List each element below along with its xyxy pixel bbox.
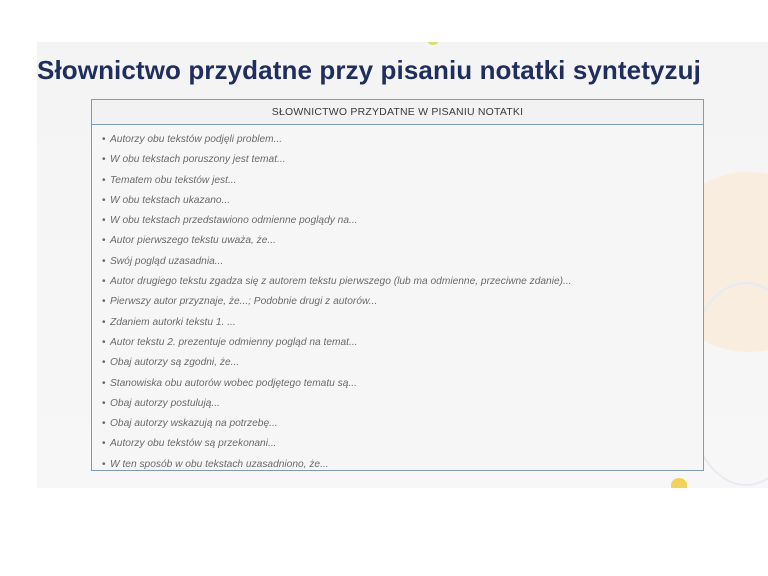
list-item-text: Stanowiska obu autorów wobec podjętego tematu są... [110, 377, 357, 389]
list-item-text: Obaj autorzy wskazują na potrzebę... [110, 418, 278, 430]
list-item [102, 414, 703, 434]
vocabulary-box [91, 99, 704, 471]
bullet-icon: • [102, 134, 106, 145]
list-item-text: Tematem obu tekstów jest... [110, 174, 237, 186]
bullet-icon: • [102, 276, 106, 288]
slide-title: Słownictwo przydatne przy pisaniu notatki syntetyzuj [37, 55, 701, 85]
bullet-icon: • [102, 397, 106, 409]
list-item-text: Pierwszy autor przyznaje, że...; Podobnie drugi z autorów... [110, 296, 378, 308]
list-item-text: Swój pogląd uzasadnia... [110, 255, 224, 267]
list-item [102, 333, 703, 353]
presentation-slide [37, 42, 768, 488]
list-item [102, 231, 703, 251]
list-item [102, 374, 703, 394]
list-item-text: Autor drugiego tekstu zgadza się z autorem tekstu pierwszego (lub ma odmienne, przeciwne zdanie)... [110, 276, 572, 288]
bullet-icon: • [102, 174, 106, 186]
bullet-icon: • [102, 235, 106, 247]
list-item-text: Autor tekstu 2. prezentuje odmienny pogląd na temat... [110, 336, 358, 348]
list-item [102, 313, 703, 333]
decorative-dot-bottom [671, 478, 687, 488]
list-item [102, 171, 703, 191]
list-item [102, 191, 703, 211]
bullet-icon: • [102, 458, 106, 470]
list-item [102, 353, 703, 373]
list-item [102, 150, 703, 170]
bullet-icon: • [102, 357, 106, 369]
list-item-text: W obu tekstach poruszony jest temat... [110, 154, 286, 166]
bullet-icon: • [102, 255, 106, 267]
list-item [102, 130, 703, 150]
list-item-text: W ten sposób w obu tekstach uzasadniono, że... [110, 458, 329, 470]
list-item [102, 455, 703, 475]
list-item-text: Autorzy obu tekstów są przekonani... [110, 438, 277, 450]
vocabulary-list [92, 125, 703, 475]
list-item-text: Zdaniem autorki tekstu 1. ... [110, 316, 236, 328]
list-item-text: W obu tekstach ukazano... [110, 194, 231, 206]
bullet-icon: • [102, 316, 106, 328]
list-item-text: Autor pierwszego tekstu uważa, że... [110, 235, 276, 247]
list-item [102, 292, 703, 312]
list-item [102, 394, 703, 414]
list-item-text: W obu tekstach przedstawiono odmienne poglądy na... [110, 215, 358, 227]
list-item-text: Autorzy obu tekstów podjęli problem... [110, 134, 283, 145]
vocabulary-box-header: SŁOWNICTWO PRZYDATNE W PISANIU NOTATKI [92, 100, 703, 125]
bullet-icon: • [102, 194, 106, 206]
list-item [102, 211, 703, 231]
list-item [102, 252, 703, 272]
bullet-icon: • [102, 296, 106, 308]
list-item-text: Obaj autorzy postulują... [110, 397, 220, 409]
list-item [102, 272, 703, 292]
decorative-dot-top [427, 42, 439, 45]
list-item-text: Obaj autorzy są zgodni, że... [110, 357, 240, 369]
list-item [102, 434, 703, 454]
bullet-icon: • [102, 418, 106, 430]
bullet-icon: • [102, 438, 106, 450]
bullet-icon: • [102, 154, 106, 166]
bullet-icon: • [102, 336, 106, 348]
bullet-icon: • [102, 377, 106, 389]
bullet-icon: • [102, 215, 106, 227]
